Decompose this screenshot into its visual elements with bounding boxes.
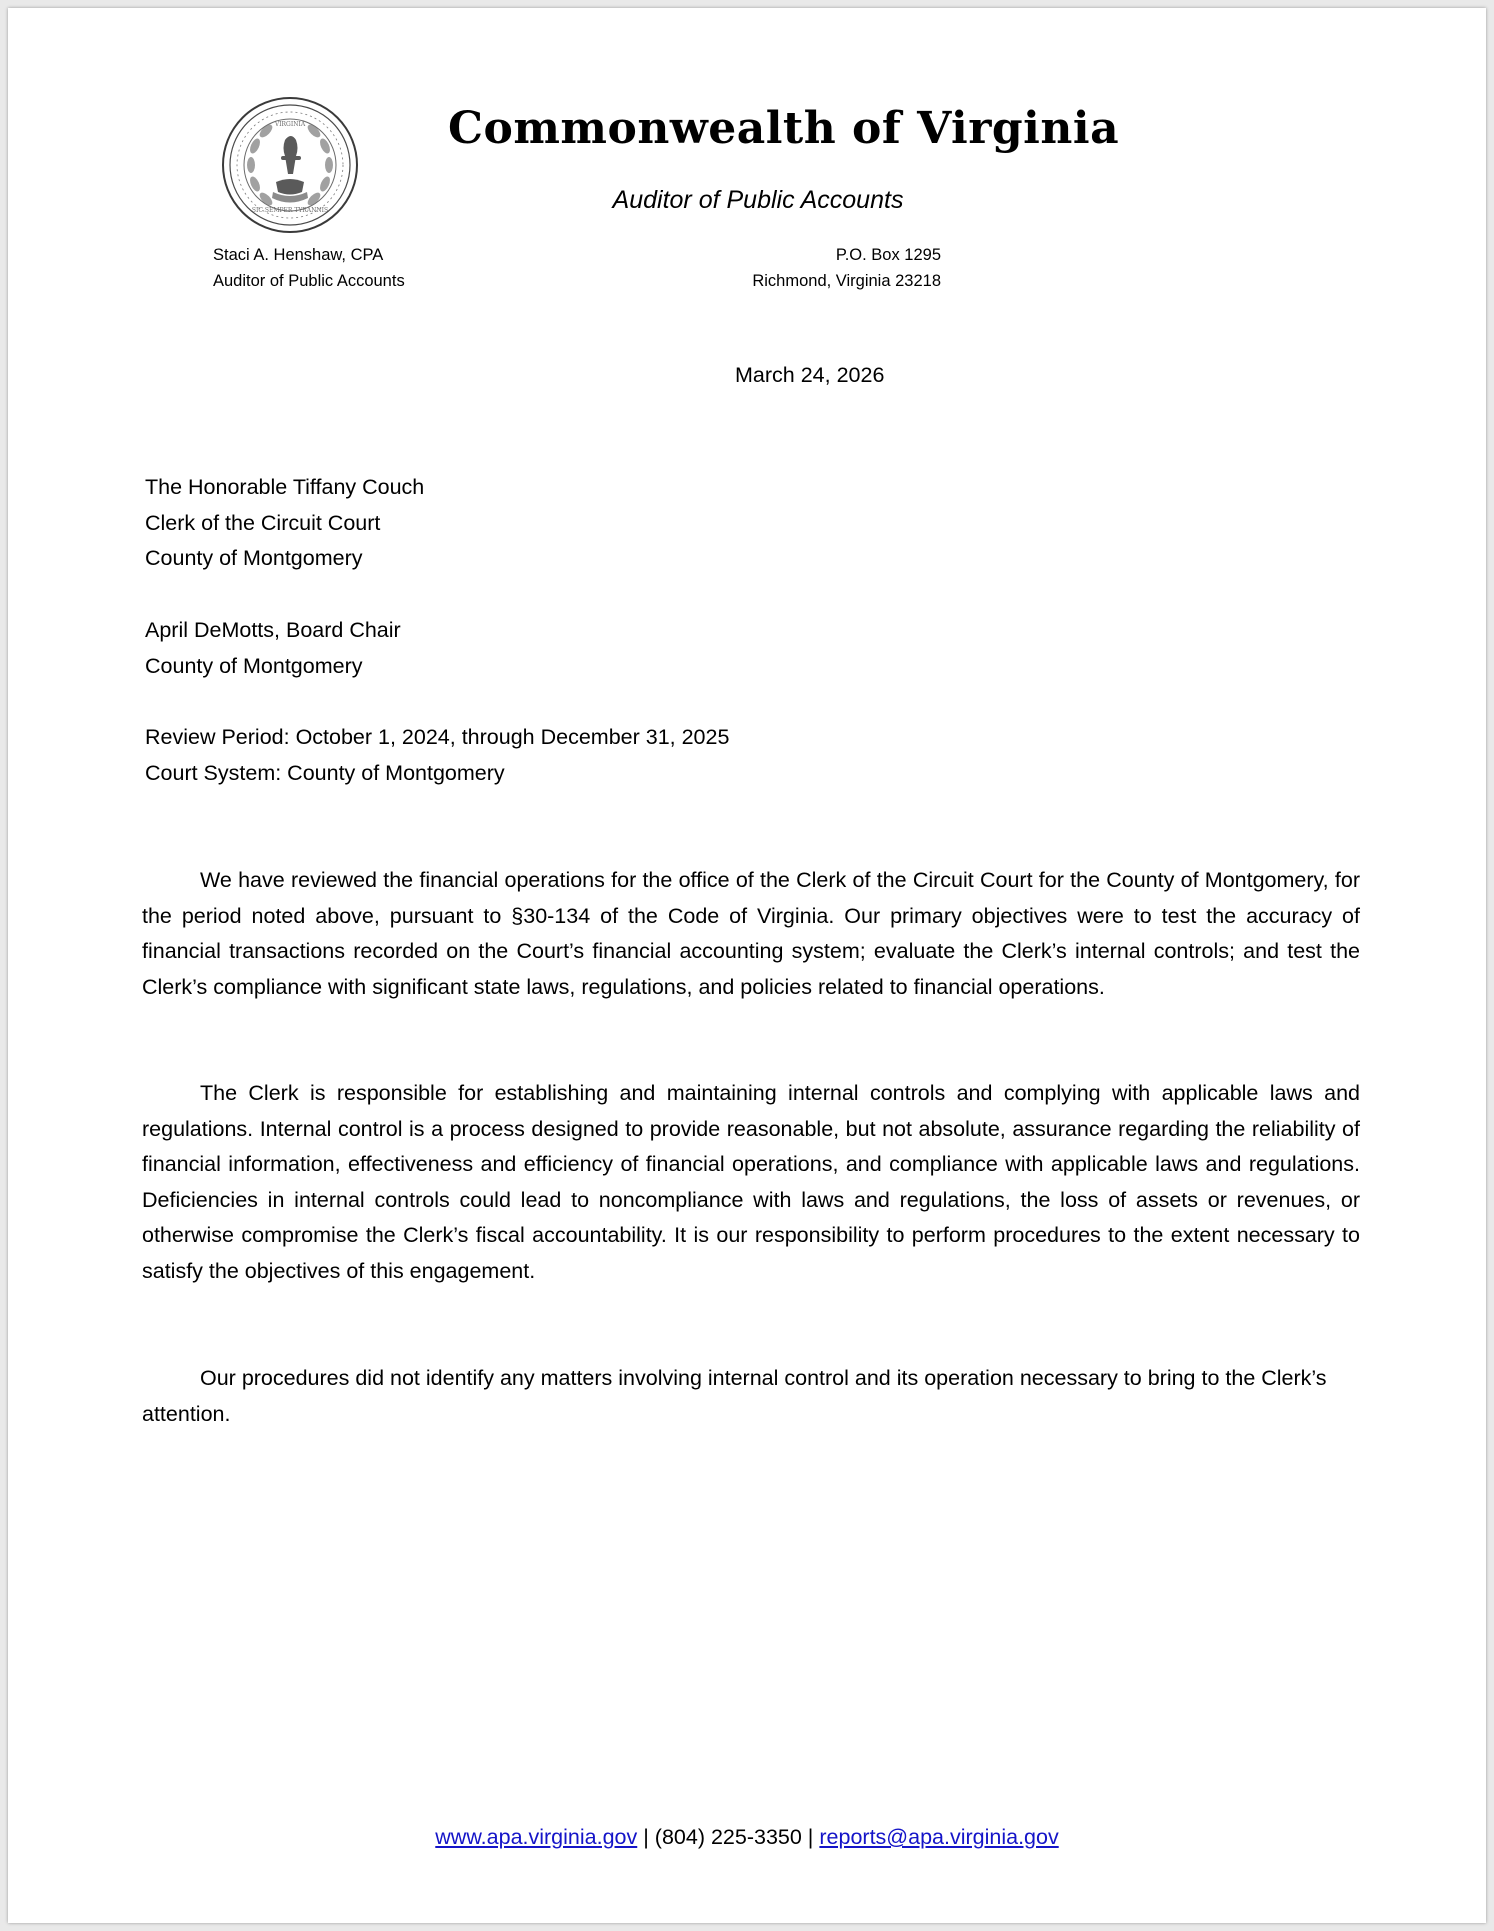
body-paragraph-3 <box>142 1361 1360 1432</box>
addressee-secondary-name: April DeMotts, Board Chair <box>145 618 401 642</box>
svg-text:SIC SEMPER TYRANNIS: SIC SEMPER TYRANNIS <box>251 207 329 214</box>
website-link[interactable]: www.apa.virginia.gov <box>435 1825 638 1849</box>
court-system-line: Court System: County of Montgomery <box>145 760 505 785</box>
address-po-box: P.O. Box 1295 <box>835 246 941 264</box>
addressee-secondary-locality: County of Montgomery <box>145 653 363 678</box>
page-footer <box>8 1825 1486 1850</box>
auditor-name: Staci A. Henshaw, CPA <box>213 246 384 264</box>
body-paragraph-1-text: We have reviewed the financial operations for the office of the Clerk of the Circuit Court for the County of Montgomery, for the period noted above, pursuant to §30-134 of the Code of Virginia. Our primary objectives were to test the accuracy of financial transactions recorded on the Court’s financial accounting system; evaluate the Clerk’s internal controls; and test the Clerk’s compliance with significant state laws, regulations, and policies related to financial operations. <box>142 868 1360 999</box>
address-city-state-zip: Richmond, Virginia 23218 <box>752 272 941 290</box>
body-paragraph-2-text: The Clerk is responsible for establishing and maintaining internal controls and complying with applicable laws and regulations. Internal control is a process designed to provide reasonable, but not absolute, assurance regarding the reliability of financial information, effectiveness and efficiency of financial operations, and compliance with applicable laws and regulations. Deficiencies in internal controls could lead to noncompliance with laws and regulations, the loss of assets or revenues, or otherwise compromise the Clerk’s fiscal accountability. It is our responsibility to perform procedures to the extent necessary to satisfy the objectives of this engagement. <box>142 1081 1360 1283</box>
addressee-block-primary <box>145 470 424 577</box>
footer-separator-1: | <box>637 1825 655 1849</box>
addressee-primary-name: The Honorable Tiffany Couch <box>145 475 425 499</box>
addressee-primary-locality: County of Montgomery <box>145 546 363 570</box>
subject-block <box>145 720 729 791</box>
svg-text:VIRGINIA: VIRGINIA <box>274 121 306 128</box>
letterhead-title: Commonwealth of Virginia <box>448 103 1120 154</box>
review-period-line: Review Period: October 1, 2024, through December 31, 2025 <box>145 725 730 749</box>
email-link[interactable]: reports@apa.virginia.gov <box>819 1825 1059 1849</box>
addressee-primary-title: Clerk of the Circuit Court <box>145 510 381 535</box>
letterhead-subtitle: Auditor of Public Accounts <box>612 186 904 214</box>
letterhead-address-block <box>541 242 941 294</box>
auditor-title: Auditor of Public Accounts <box>213 272 405 290</box>
addressee-block-secondary <box>145 613 401 684</box>
body-paragraph-3-text: Our procedures did not identify any matters involving internal control and its operation necessary to bring to the Clerk’s attention. <box>142 1366 1327 1426</box>
document-page <box>8 8 1486 1923</box>
virginia-state-seal-icon <box>221 96 359 234</box>
footer-separator-2: | <box>801 1825 820 1849</box>
letterhead-auditor-block <box>213 242 405 294</box>
footer-phone: (804) 225-3350 <box>654 1825 802 1849</box>
body-paragraph-2 <box>142 1076 1360 1289</box>
letter-date: March 24, 2026 <box>735 363 885 387</box>
body-paragraph-1 <box>142 863 1360 1005</box>
